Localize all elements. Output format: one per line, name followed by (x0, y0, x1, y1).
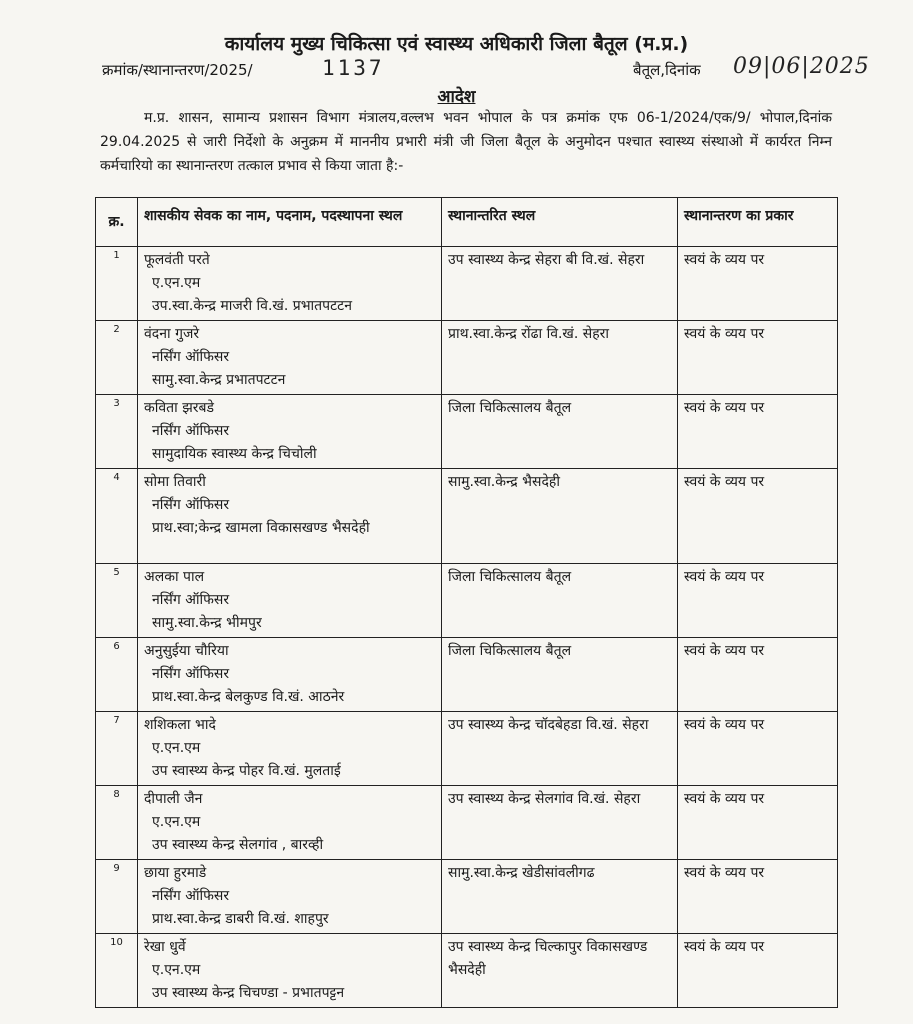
employee-posting: उप स्वास्थ्य केन्द्र सेलगांव , बारव्ही (152, 837, 324, 853)
employee-posting: प्राथ.स्वा;केन्द्र खामला विकासखण्ड भैसदेही (152, 520, 370, 536)
header-employee: शासकीय सेवक का नाम, पदनाम, पदस्थापना स्थल (138, 198, 442, 247)
transferred-to: उप स्वास्थ्य केन्द्र सेहरा बी वि.खं. सेहरा (442, 247, 678, 321)
serial-number: 10 (96, 934, 138, 1008)
transferred-to: जिला चिकित्सालय बैतूल (442, 395, 678, 469)
employee-posting: प्राथ.स्वा.केन्द्र डाबरी वि.खं. शाहपुर (152, 911, 329, 927)
employee-name: दीपाली जैन (144, 791, 203, 807)
employee-cell (138, 934, 442, 1008)
employee-name: अनुसुईया चौरिया (144, 643, 229, 659)
transfer-type: स्वयं के व्यय पर (678, 247, 838, 321)
transfer-type: स्वयं के व्यय पर (678, 712, 838, 786)
employee-designation: ए.एन.एम (152, 962, 201, 978)
serial-number: 9 (96, 860, 138, 934)
serial-number: 6 (96, 638, 138, 712)
serial-number: 5 (96, 564, 138, 638)
employee-cell (138, 564, 442, 638)
order-paragraph: म.प्र. शासन, सामान्य प्रशासन विभाग मंत्रालय,वल्लभ भवन भोपाल के पत्र क्रमांक एफ 06-1/2024/एक/9/ भोपाल,दिनांक 29.04.2025 से जारी निर्देशो के अनुक्रम में माननीय प्रभारी मंत्री जी जिला बैतूल के अनुमोदन पश्चात स्वास्थ्य संस्थाओ में कार्यरत निम्न कर्मचारियो का स्थानान्तरण तत्काल प्रभाव से किया जाता है:- (100, 110, 832, 174)
employee-name: वंदना गुजरे (144, 326, 200, 342)
employee-designation: ए.एन.एम (152, 275, 201, 291)
employee-cell (138, 638, 442, 712)
table-row (96, 247, 838, 321)
table-header-row (96, 198, 838, 247)
employee-cell (138, 469, 442, 564)
header-transferred-to: स्थानान्तरित स्थल (442, 198, 678, 247)
transfer-type: स्वयं के व्यय पर (678, 321, 838, 395)
transferred-to: प्राथ.स्वा.केन्द्र रोंढा वि.खं. सेहरा (442, 321, 678, 395)
table-row (96, 638, 838, 712)
office-heading: कार्यालय मुख्य चिकित्सा एवं स्वास्थ्य अधिकारी जिला बैतूल (म.प्र.) (224, 33, 689, 55)
employee-name: फूलवंती परते (144, 252, 210, 268)
transferred-to: उप स्वास्थ्य केन्द्र चॉदबेहडा वि.खं. सेहरा (442, 712, 678, 786)
transferred-to: सामु.स्वा.केन्द्र भैसदेही (442, 469, 678, 564)
table-row (96, 712, 838, 786)
employee-posting: सामु.स्वा.केन्द्र भीमपुर (152, 615, 262, 631)
employee-name: अलका पाल (144, 569, 205, 585)
employee-designation: नर्सिंग ऑफिसर (152, 349, 230, 365)
employee-cell (138, 247, 442, 321)
reference-number-handwritten: 1137 (322, 56, 385, 80)
header-serial: क्र. (96, 198, 138, 247)
table-row (96, 860, 838, 934)
employee-designation: नर्सिंग ऑफिसर (152, 497, 230, 513)
place-date-label: बैतूल,दिनांक (633, 61, 701, 79)
serial-number: 8 (96, 786, 138, 860)
employee-designation: ए.एन.एम (152, 740, 201, 756)
employee-name: सोमा तिवारी (144, 474, 206, 490)
table-body (96, 247, 838, 1008)
table-row (96, 469, 838, 564)
employee-cell (138, 786, 442, 860)
employee-posting: उप.स्वा.केन्द्र माजरी वि.खं. प्रभातपटटन (152, 298, 352, 314)
handwritten-date: 09|06|2025 (733, 54, 870, 79)
employee-name: छाया हुरमाडे (144, 865, 207, 881)
table-row (96, 934, 838, 1008)
employee-designation: नर्सिंग ऑफिसर (152, 888, 230, 904)
serial-number: 3 (96, 395, 138, 469)
employee-posting: उप स्वास्थ्य केन्द्र पोहर वि.खं. मुलताई (152, 763, 341, 779)
serial-number: 2 (96, 321, 138, 395)
transferred-to: जिला चिकित्सालय बैतूल (442, 564, 678, 638)
employee-posting: प्राथ.स्वा.केन्द्र बेलकुण्ड वि.खं. आठनेर (152, 689, 345, 705)
table-row (96, 564, 838, 638)
header-transfer-type: स्थानान्तरण का प्रकार (678, 198, 838, 247)
transferred-to: उप स्वास्थ्य केन्द्र चिल्कापुर विकासखण्ड भैसदेही (442, 934, 678, 1008)
transfer-type: स्वयं के व्यय पर (678, 564, 838, 638)
employee-designation: नर्सिंग ऑफिसर (152, 666, 230, 682)
employee-cell (138, 395, 442, 469)
employee-cell (138, 712, 442, 786)
table-row (96, 395, 838, 469)
transferred-to: जिला चिकित्सालय बैतूल (442, 638, 678, 712)
transfer-type: स्वयं के व्यय पर (678, 395, 838, 469)
transferred-to: सामु.स्वा.केन्द्र खेडीसांवलीगढ (442, 860, 678, 934)
serial-number: 1 (96, 247, 138, 321)
table-row (96, 321, 838, 395)
employee-designation: नर्सिंग ऑफिसर (152, 423, 230, 439)
transfer-type: स्वयं के व्यय पर (678, 860, 838, 934)
transfer-type: स्वयं के व्यय पर (678, 469, 838, 564)
employee-name: शशिकला भादे (144, 717, 216, 733)
transferred-to: उप स्वास्थ्य केन्द्र सेलगांव वि.खं. सेहरा (442, 786, 678, 860)
transfer-type: स्वयं के व्यय पर (678, 786, 838, 860)
serial-number: 7 (96, 712, 138, 786)
employee-designation: ए.एन.एम (152, 814, 201, 830)
transfer-type: स्वयं के व्यय पर (678, 638, 838, 712)
table-row (96, 786, 838, 860)
order-title-text: आदेश (437, 87, 476, 107)
transfer-type: स्वयं के व्यय पर (678, 934, 838, 1008)
transfer-table (95, 197, 838, 1008)
employee-name: कविता झरबडे (144, 400, 215, 416)
employee-cell (138, 860, 442, 934)
reference-label: क्रमांक/स्थानान्तरण/2025/ (102, 61, 253, 79)
employee-designation: नर्सिंग ऑफिसर (152, 592, 230, 608)
serial-number: 4 (96, 469, 138, 564)
employee-posting: सामु.स्वा.केन्द्र प्रभातपटटन (152, 372, 286, 388)
employee-cell (138, 321, 442, 395)
employee-posting: सामुदायिक स्वास्थ्य केन्द्र चिचोली (152, 446, 317, 462)
order-title (0, 84, 913, 107)
employee-posting: उप स्वास्थ्य केन्द्र चिचण्डा - प्रभातपट्टन (152, 985, 345, 1001)
employee-name: रेखा धुर्वे (144, 939, 186, 955)
